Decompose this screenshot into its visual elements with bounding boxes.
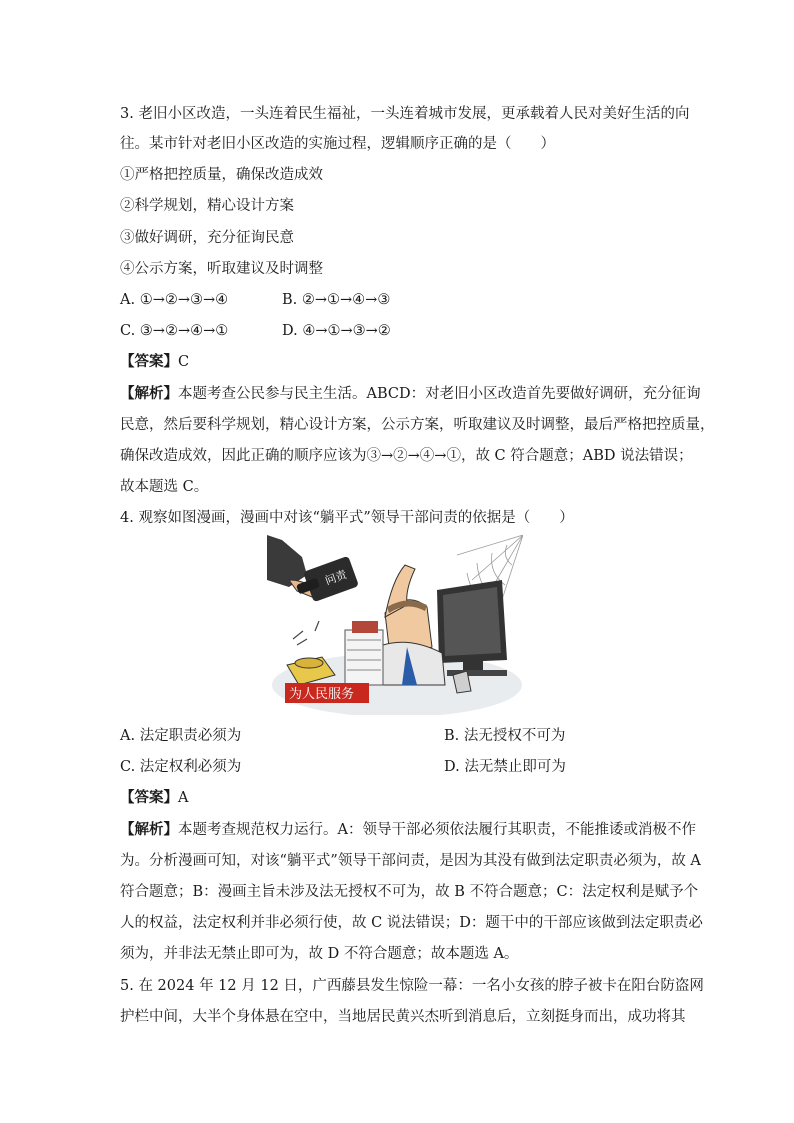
q3-analysis-line-2: 民意，然后要科学规划，精心设计方案，公示方案，听取建议及时调整，最后严格把控质量， [120,417,715,433]
q4-analysis-line-1 [120,820,696,840]
q3-analysis-line-3: 确保改造成效，因此正确的顺序应该为③→②→④→①，故 C 符合题意；ABD 说法错误； [120,448,693,464]
q3-option-c: C. ③→②→④→① [120,323,229,339]
q4-option-d: D. 法无禁止即可为 [444,759,566,775]
q3-answer-label: 【答案】 [120,353,178,370]
q4-analysis-line-5: 须为，并非法无禁止即可为，故 D 不符合题意；故本题选 A。 [120,946,519,962]
q4-analysis-text-1: 本题考查规范权力运行。A：领导干部必须依法履行其职责，不能推诿或消极不作 [178,822,696,838]
hand-microphone-icon [267,535,359,602]
q3-analysis-label: 【解析】 [120,385,178,402]
q4-option-b: B. 法无授权不可为 [444,728,566,744]
q3-stem-line-2: 往。某市针对老旧小区改造的实施过程，逻辑顺序正确的是（ ） [120,136,555,152]
q4-analysis-line-3: 符合题意；B：漫画主旨未涉及法无授权不可为，故 B 不符合题意；C：法定权利是赋予个 [120,884,699,900]
q3-answer [120,352,189,372]
q4-option-a: A. 法定职责必须为 [120,728,242,744]
q3-option-a: A. ①→②→③→④ [120,292,229,308]
q3-analysis-line-1 [120,384,701,404]
q5-stem-line-1: 5. 在 2024 年 12 月 12 日，广西藤县发生惊险一幕：一名小女孩的脖子被卡在阳台防盗网 [120,978,704,994]
q3-item-4: ④公示方案，听取建议及时调整 [120,261,323,277]
mic-label-text: 问责 [323,567,349,588]
q3-analysis-line-4: 故本题选 C。 [120,479,209,495]
q4-analysis-line-2: 为。分析漫画可知，对该“躺平式”领导干部问责，是因为其没有做到法定职责必须为，故 A [120,853,701,869]
q3-stem-line-1: 3. 老旧小区改造，一头连着民生福祉，一头连着城市发展，更承载着人民对美好生活的向 [120,106,690,122]
q4-analysis-label: 【解析】 [120,821,178,838]
q3-option-b: B. ②→①→④→③ [282,292,391,308]
q4-answer-value: A [178,790,189,806]
q4-answer-label: 【答案】 [120,789,178,806]
q4-option-c: C. 法定权利必须为 [120,759,242,775]
q5-stem-line-2: 护栏中间，大半个身体悬在空中，当地居民黄兴杰听到消息后，立刻挺身而出，成功将其 [120,1009,686,1025]
q3-answer-value: C [178,354,190,370]
paper-stack-icon [345,621,383,685]
q3-item-2: ②科学规划，精心设计方案 [120,198,294,214]
q3-analysis-text-1: 本题考查公民参与民主生活。ABCD：对老旧小区改造首先要做好调研，充分征询 [178,386,701,402]
computer-monitor-icon [437,580,507,676]
q4-answer [120,788,188,808]
cartoon-image [267,535,523,715]
q3-option-d: D. ④→①→③→② [282,323,391,339]
q4-stem: 4. 观察如图漫画，漫画中对该“躺平式”领导干部问责的依据是（ ） [120,510,574,526]
q4-analysis-line-4: 人的权益，法定权利并非必须行使，故 C 说法错误；D：题干中的干部应该做到法定职责必 [120,915,703,931]
q3-item-3: ③做好调研，充分征询民意 [120,230,294,246]
banner-text: 为人民服务 [289,687,355,702]
q3-item-1: ①严格把控质量，确保改造成效 [120,167,323,183]
banner [285,683,369,703]
